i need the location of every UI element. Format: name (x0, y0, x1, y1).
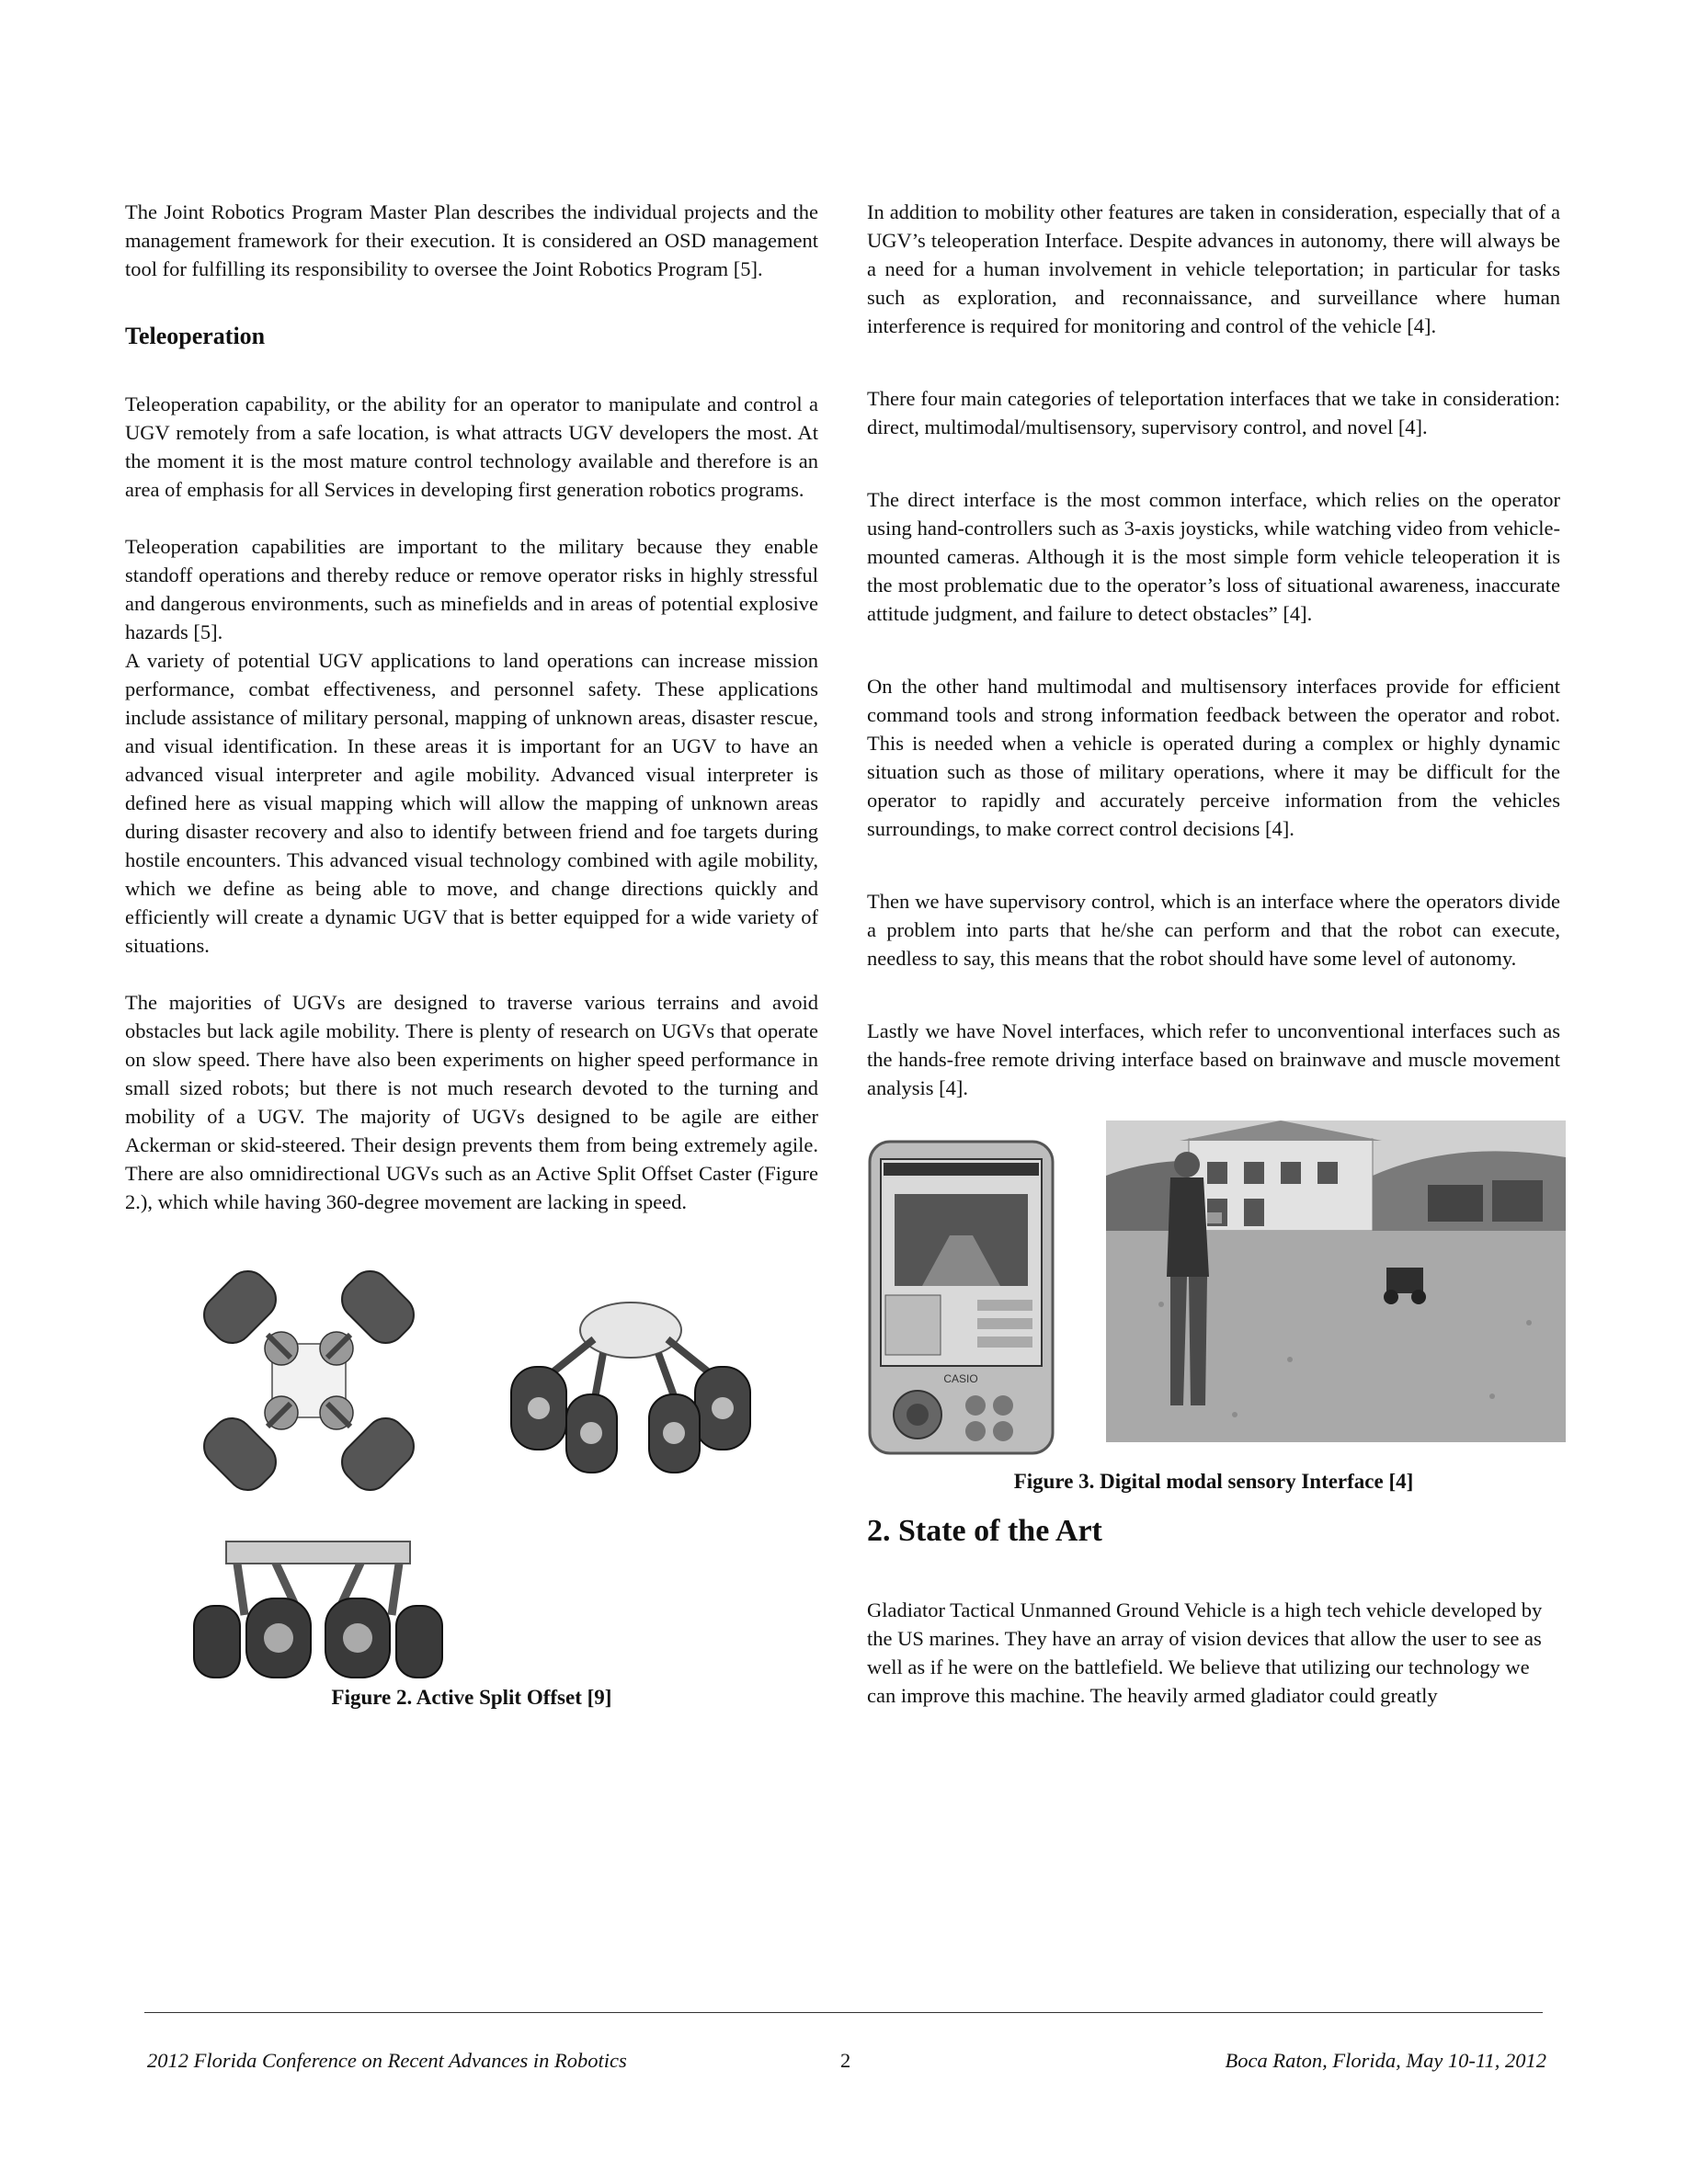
figure-2 (125, 1257, 818, 1716)
paragraph-agile-mobility: The majorities of UGVs are designed to traverse various terrains and avoid obstacles but lack agile mobility. There is plenty of research on UGVs that operate on slow speed. There have also been experiments on higher speed performance in small sized robots; but there is not much research devoted to the turning and mobility of a UGV. The majority of UGVs designed to be agile are either Ackerman or skid-steered. Their design prevents them from being extremely agile. There are also omnidirectional UGVs such as an Active Split Offset Caster (Figure 2.), which while having 360-degree movement are lacking in speed. (125, 991, 818, 1213)
footer-location: Boca Raton, Florida, May 10-11, 2012 (1225, 2049, 1546, 2072)
operator-field-photo (1106, 1120, 1566, 1442)
paragraph-teleoperation-capability: Teleoperation capability, or the ability for an operator to manipulate and control a UGV remotely from a safe location, is what attracts UGV developers the most. At the moment it is the most mature control technology available and therefore is an area of emphasis for all Services in developing first generation robotics programs. (125, 392, 818, 501)
figure-3-caption: Figure 3. Digital modal sensory Interface [4] (1013, 1470, 1414, 1493)
paragraph-novel-interfaces: Lastly we have Novel interfaces, which refer to unconventional interfaces such as the hands-free remote driving interface based on brainwave and muscle movement analysis [4]. (867, 1019, 1560, 1099)
figure-2-caption: Figure 2. Active Split Offset [9] (331, 1686, 612, 1709)
asoc-isometric-image (493, 1275, 769, 1477)
paragraph-gladiator: Gladiator Tactical Unmanned Ground Vehicle is a high tech vehicle developed by the US marines. They have an array of vision devices that allow the user to see as well as if he were on the battlefield. We believe that utilizing our technology we can improve this machine. The heavily armed gladiator could greatly (867, 1598, 1543, 1707)
paragraph-jrp-master-plan: The Joint Robotics Program Master Plan describes the individual projects and the management framework for their execution. It is considered an OSD management tool for fulfilling its responsibility to oversee the Joint Robotics Program [5]. (125, 200, 818, 280)
footer-conference: 2012 Florida Conference on Recent Advances in Robotics (147, 2049, 627, 2072)
paragraph-interface-categories: There four main categories of teleportation interfaces that we take in consideration: direct, multimodal/multisensory, supervisory control, and novel [4]. (867, 387, 1560, 438)
paragraph-supervisory-control: Then we have supervisory control, which is an interface where the operators divide a problem into parts that he/she can perform and that the robot can execute, needless to say, this means that the robot should have some level of autonomy. (867, 890, 1560, 970)
section-heading-state-of-the-art: 2. State of the Art (867, 1514, 1102, 1548)
footer-page-number: 2 (840, 2049, 851, 2072)
left-column (125, 198, 818, 1716)
footer-rule (144, 2012, 1543, 2013)
figure-3 (867, 1120, 1560, 1493)
paragraph-multimodal-interface: On the other hand multimodal and multisensory interfaces provide for efficient command tools and strong information feedback between the operator and robot. This is needed when a vehicle is operated during a complex or highly dynamic situation such as those of military operations, where it may be difficult for the operator to rapidly and accurately perceive information from the vehicles surroundings, to make correct control decisions [4]. (867, 675, 1560, 840)
paragraph-ugv-applications: A variety of potential UGV applications to land operations can increase mission performance, combat effectiveness, and personnel safety. These applications include assistance of military personal, mapping of unknown areas, disaster rescue, and visual identification. In these areas it is important for an UGV to have an advanced visual interpreter and agile mobility. Advanced visual interpreter is defined here as visual mapping which will allow the mapping of unknown areas during disaster recovery and also to identify between friend and foe targets during hostile encounters. This advanced visual technology combined with agile mobility, which we define as being able to move, and change directions quickly and efficiently will create a dynamic UGV that is better equipped for a wide variety of situations. (125, 649, 818, 957)
right-column (867, 198, 1560, 1710)
paragraph-military-capabilities: Teleoperation capabilities are important to the military because they enable standoff operations and thereby reduce or remove operator risks in highly stressful and dangerous environments, such as minefields and in areas of potential explosive hazards [5]. (125, 535, 818, 643)
paragraph-teleoperation-interface: In addition to mobility other features are taken in consideration, especially that of a UGV’s teleoperation Interface. Despite advances in autonomy, there will always be a need for a human involvement in vehicle teleportation; in particular for tasks such as exploration, and reconnaissance, and surveillance where human interference is required for monitoring and control of the vehicle [4]. (867, 200, 1560, 337)
pda-brand-label: CASIO (943, 1372, 978, 1385)
asoc-top-view-image (189, 1257, 428, 1505)
pda-device-image (867, 1139, 1055, 1456)
heading-teleoperation: Teleoperation (125, 323, 266, 349)
paragraph-direct-interface: The direct interface is the most common interface, which relies on the operator using hand-controllers such as 3-axis joysticks, while watching video from vehicle-mounted cameras. Although it is the most simple form vehicle teleoperation it is the most problematic due to the operator’s loss of situational awareness, inaccurate attitude judgment, and failure to detect obstacles” [4]. (867, 488, 1560, 625)
asoc-front-view-image (189, 1532, 447, 1679)
